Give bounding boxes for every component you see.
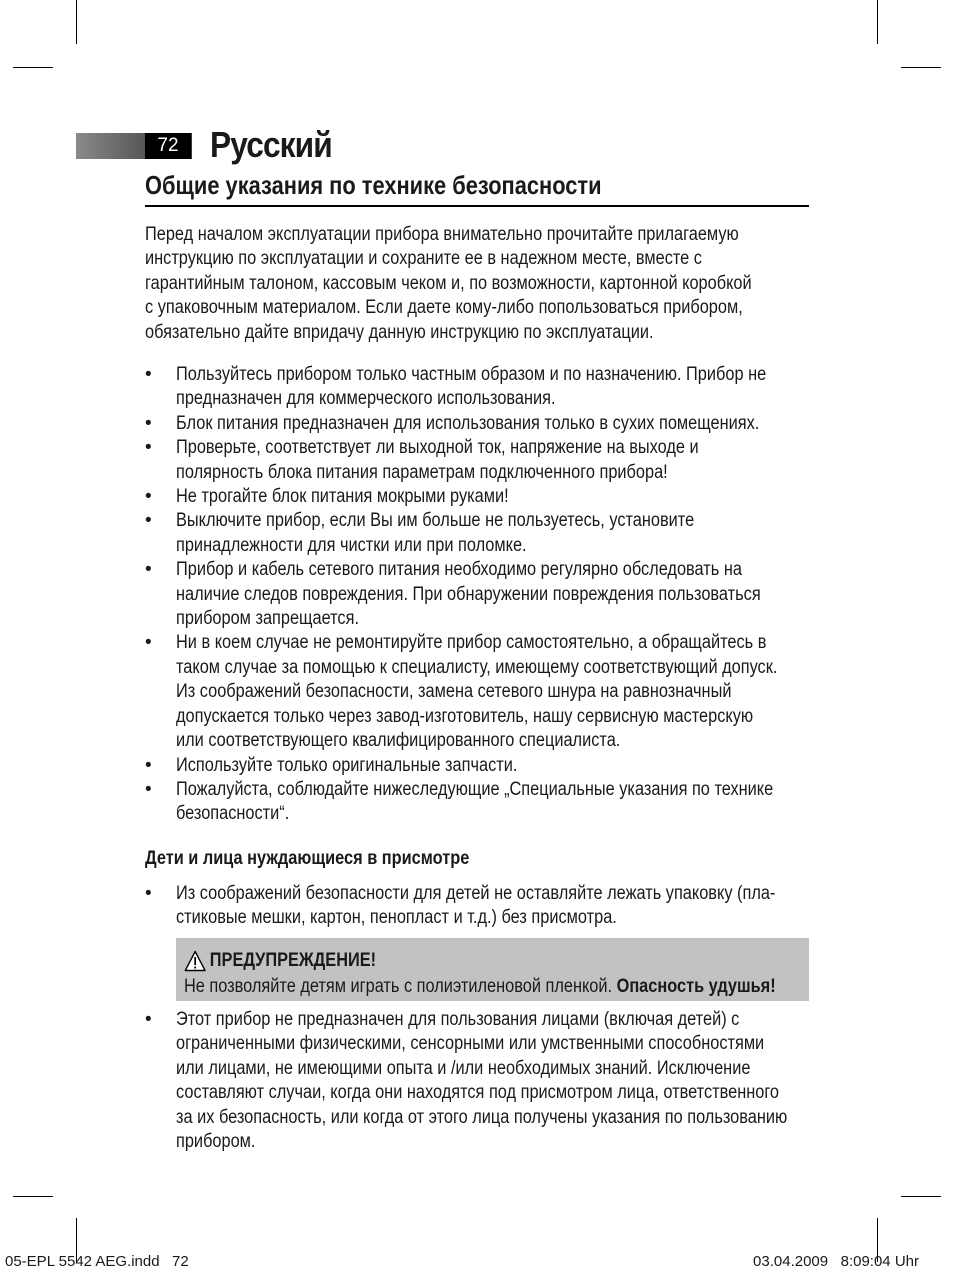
list-item	[145, 882, 809, 931]
crop-mark	[901, 67, 941, 68]
warning-text	[184, 976, 776, 998]
list-item	[145, 558, 809, 631]
text-line: таком случае за помощью к специалисту, имеющему соответствующий допуск.	[176, 656, 778, 678]
text-line: Проверьте, соответствует ли выходной ток, напряжение на выходе и	[176, 437, 699, 459]
bullet-dot: •	[145, 486, 152, 508]
text-line: инструкцию по эксплуатации и сохраните ее в надежном месте, вместе с	[145, 248, 702, 270]
list-item	[145, 778, 809, 827]
list-item	[145, 509, 809, 558]
footer-file: 05-EPL 5542 AEG.indd 72	[5, 1253, 189, 1270]
bullet-dot: •	[145, 412, 152, 434]
text-line: Ни в коем случае не ремонтируйте прибор самостоятельно, а обращайтесь в	[176, 632, 767, 654]
text-line: Перед началом эксплуатации прибора внимательно прочитайте прилагаемую	[145, 224, 739, 245]
bullet-dot: •	[145, 778, 152, 800]
text-line: Выключите прибор, если Вы им больше не пользуетесь, установите	[176, 510, 695, 532]
warning-emphasis: Опасность удушья	[616, 976, 771, 997]
text-line: Из соображений безопасности, замена сетевого шнура на равнозначный	[176, 681, 732, 703]
footer-date: 03.04.2009 8:09:04 Uhr	[753, 1253, 919, 1270]
list-item	[145, 485, 809, 509]
warning-box	[176, 938, 809, 1001]
text-line: Используйте только оригинальные запчасти.	[176, 754, 518, 776]
text-line: принадлежности для чистки или при поломке.	[176, 534, 527, 556]
text-line: Пожалуйста, соблюдайте нижеследующие „Специальные указания по технике	[176, 778, 774, 800]
text-line: прибором.	[176, 1131, 256, 1153]
text-line: предназначен для коммерческого использования.	[176, 388, 556, 410]
crop-mark	[76, 0, 77, 44]
crop-mark	[901, 1196, 941, 1197]
text-line: за их безопасность, или когда от этого лица получены указания по пользованию	[176, 1106, 788, 1128]
bullet-dot: •	[145, 754, 152, 776]
bullet-dot: •	[145, 559, 152, 581]
text-line: Пользуйтесь прибором только частным образом и по назначению. Прибор не	[176, 364, 767, 385]
bullet-dot: •	[145, 510, 152, 532]
bullet-dot: •	[145, 437, 152, 459]
list-item	[145, 1008, 809, 1154]
crop-mark	[13, 1196, 53, 1197]
text-line: с упаковочным материалом. Если даете кому-либо попользоваться прибором,	[145, 297, 743, 319]
children-bullet-list	[145, 882, 809, 931]
section-title: Общие указания по технике безопасности	[145, 170, 602, 200]
text-line: стиковые мешки, картон, пенопласт и т.д.) без присмотра.	[176, 907, 617, 929]
children-bullet-list-2	[145, 1008, 809, 1154]
text-line: полярность блока питания параметрам подключенного прибора!	[176, 461, 668, 483]
text-line: безопасности“.	[176, 803, 290, 825]
text-line: ограниченными физическими, сенсорными или умственными способностями	[176, 1033, 765, 1055]
warning-end: !	[770, 976, 776, 997]
bullet-dot: •	[145, 632, 152, 654]
list-item	[145, 436, 809, 485]
crop-mark	[877, 0, 878, 44]
list-item	[145, 412, 809, 436]
text-line: обязательно дайте впридачу данную инструкцию по эксплуатации.	[145, 321, 654, 343]
warning-title: ПРЕДУПРЕЖДЕНИЕ!	[209, 950, 377, 971]
warning-triangle-icon	[184, 950, 206, 972]
text-line: прибором запрещается.	[176, 608, 360, 630]
warning-message: Не позволяйте детям играть с полиэтиленовой пленкой.	[184, 976, 617, 997]
text-line: Блок питания предназначен для использования только в сухих помещениях.	[176, 412, 760, 434]
text-line: или лицами, не имеющими опыта и /или необходимых знаний. Исключение	[176, 1057, 751, 1079]
safety-bullet-list	[145, 363, 809, 827]
list-item	[145, 631, 809, 753]
bullet-dot: •	[145, 883, 152, 904]
bullet-dot: •	[145, 364, 152, 385]
text-line: гарантийным талоном, кассовым чеком и, по возможности, картонной коробкой	[145, 272, 752, 294]
text-line: Не трогайте блок питания мокрыми руками!	[176, 486, 509, 508]
children-heading: Дети и лица нуждающиеся в присмотре	[145, 848, 470, 869]
intro-paragraph	[145, 223, 809, 345]
text-line: Прибор и кабель сетевого питания необходимо регулярно обследовать на	[176, 559, 742, 581]
list-item	[145, 754, 809, 778]
language-title: Русский	[210, 124, 332, 165]
warning-title-row	[184, 950, 376, 972]
text-line: наличие следов повреждения. При обнаружении повреждения пользоваться	[176, 583, 761, 605]
page-number: 72	[145, 133, 191, 159]
crop-mark	[13, 67, 53, 68]
text-line: допускается только через завод-изготовитель, нашу сервисную мастерскую	[176, 705, 754, 727]
bullet-dot: •	[145, 1009, 152, 1030]
text-line: или соответствующего квалифицированного специалиста.	[176, 730, 621, 752]
text-line: составляют случаи, когда они находятся под присмотром лица, ответственного	[176, 1082, 780, 1104]
list-item	[145, 363, 809, 412]
text-line: Из соображений безопасности для детей не оставляйте лежать упаковку (пла-	[176, 883, 776, 904]
title-rule	[145, 205, 809, 207]
text-line: Этот прибор не предназначен для пользования лицами (включая детей) с	[176, 1009, 740, 1030]
